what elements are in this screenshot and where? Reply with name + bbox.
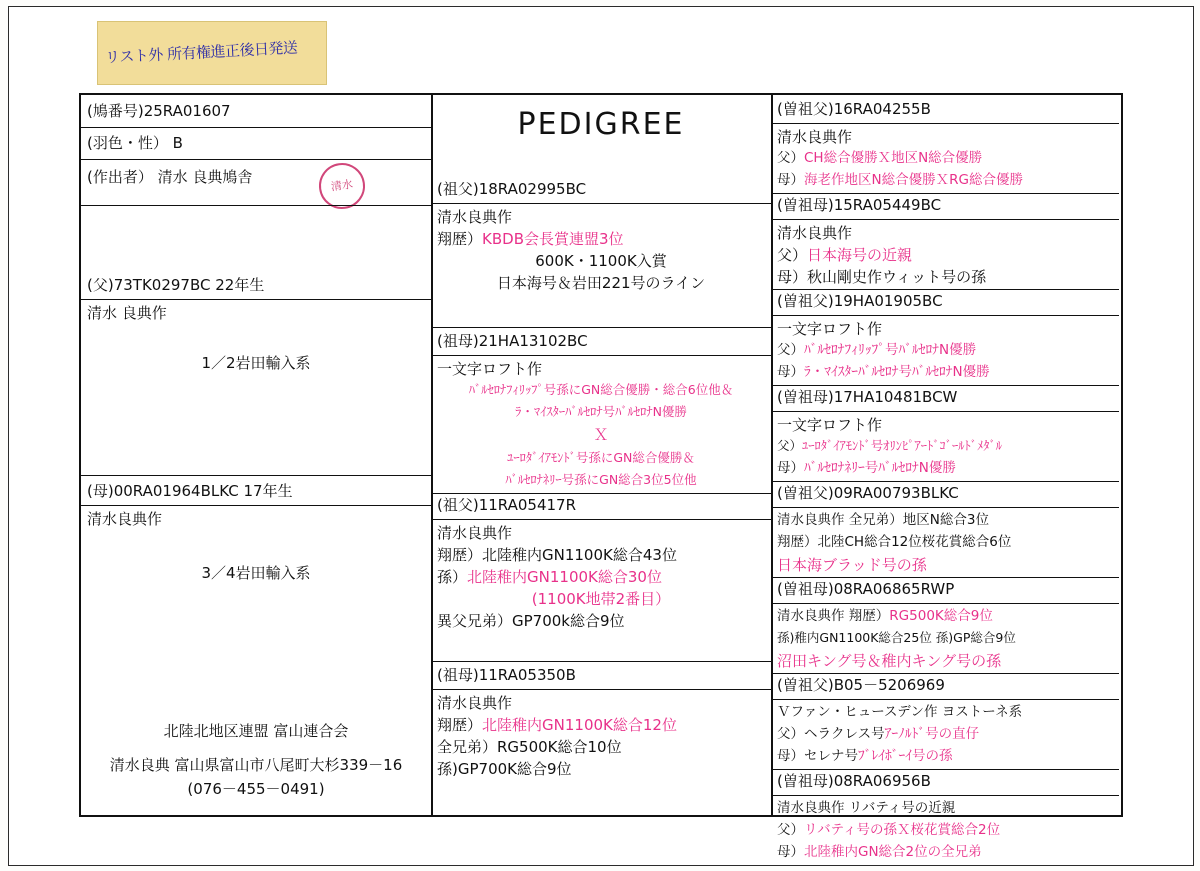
ggp8-dam [771, 843, 1119, 861]
ggp7-dam [771, 747, 1119, 765]
msire-grandchild-label: 孫） [437, 568, 468, 586]
ggp2-sire-label: 父） [777, 246, 808, 264]
gdam-breeder: 一文字ロフト作 [437, 360, 543, 378]
ggp7-sire [771, 725, 1119, 743]
gsire-record2: 600K・1100K入賞 [535, 252, 667, 270]
ggp4-sire-label: 父） [777, 438, 803, 453]
ggp4-sire [771, 437, 1119, 454]
ggp8-sire-label: 父） [777, 822, 804, 838]
ggp6-breeder [771, 607, 1119, 625]
grandparents-column [431, 95, 773, 815]
msire-halfsib: 異父兄弟）GP700k総合9位 [437, 612, 625, 630]
ggp8-sire-value: リバティ号の孫Ｘ桜花賞総合2位 [804, 822, 1001, 838]
gdam-note1: ﾊﾞﾙｾﾛﾅﾌｨﾘｯﾌﾟ号孫にGN総合優勝・総合6位他＆ [468, 382, 734, 397]
great-grandparents-column [771, 95, 1119, 860]
pedigree-sheet [8, 6, 1194, 866]
msire-grandchild-note: (1100K地帯2番目） [531, 590, 671, 608]
ggp2-dam: 母）秋山剛史作ウィット号の孫 [777, 268, 987, 286]
ggp1-breeder: 清水良典作 [777, 128, 853, 146]
ggp3-sire [771, 341, 1119, 359]
ggp1-sire [771, 149, 1119, 167]
msire-id: (祖父)11RA05417R [437, 496, 577, 514]
mdam-record-value: 北陸稚内GN1100K総合12位 [482, 716, 677, 734]
subject-column [81, 95, 433, 815]
gsire-record-label: 翔歴） [437, 230, 483, 248]
ggp2-sire [771, 245, 1119, 265]
ggp6-grandchildren: 孫)稚内GN1100K総合25位 孫)GP総合9位 [777, 630, 1016, 645]
ggp3-sire-value: ﾊﾞﾙｾﾛﾅﾌｨﾘｯﾌﾟ号ﾊﾞﾙｾﾛﾅN優勝 [804, 342, 977, 358]
footer-org: 北陸北地区連盟 富山連合会 [163, 722, 349, 740]
ggp3-sire-label: 父） [777, 342, 804, 358]
gsire-record-value: KBDB会長賞連盟3位 [482, 230, 624, 248]
ggp5-note: 日本海ブラッド号の孫 [777, 556, 927, 574]
msire-record: 翔歴）北陸稚内GN1100K総合43位 [437, 546, 677, 564]
gdam-note2: ﾗ・ﾏｲｽﾀｰﾊﾞﾙｾﾛﾅ号ﾊﾞﾙｾﾛﾅN優勝 [515, 404, 687, 419]
ggp8-sire [771, 821, 1119, 839]
color-sex: (羽色・性） B [87, 134, 183, 152]
ggp2-sire-value: 日本海号の近親 [807, 246, 913, 264]
sire-id: (父)73TK0297BC 22年生 [87, 276, 265, 294]
sire-strain: 1／2岩田輸入系 [201, 354, 311, 372]
pedigree-table [79, 93, 1123, 860]
ggp7-breeder: Ｖファン・ヒュースデン作 ヨストーネ系 [777, 704, 1023, 720]
sticky-note-text: リスト外 所有権進正後日発送 [104, 38, 298, 67]
ggp1-sire-value: CH総合優勝Ｘ地区N総合優勝 [804, 150, 983, 166]
gdam-id: (祖母)21HA13102BC [437, 332, 588, 350]
page-title: PEDIGREE [517, 107, 685, 142]
mdam-record [431, 715, 771, 735]
dam-id: (母)00RA01964BLKC 17年生 [87, 482, 293, 500]
ggp6-record-value: RG500K総合9位 [889, 608, 993, 624]
msire-grandchild-value: 北陸稚内GN1100K総合30位 [467, 568, 662, 586]
ggp1-dam [771, 171, 1119, 189]
dam-strain: 3／4岩田輸入系 [201, 564, 311, 582]
ggp5-breeder: 清水良典作 全兄弟）地区N総合3位 [777, 512, 989, 528]
ggp8-breeder: 清水良典作 リバティ号の近親 [777, 800, 956, 816]
gsire-id: (祖父)18RA02995BC [437, 180, 587, 198]
ggp7-sire-label: 父）ヘラクレス号 [777, 726, 885, 742]
ggp6-id: (曽祖母)08RA06865RWP [777, 580, 955, 598]
ggp7-dam-label: 母）セレナ号 [777, 748, 858, 764]
mdam-record-label: 翔歴） [437, 716, 483, 734]
ggp5-id: (曽祖父)09RA00793BLKC [777, 484, 959, 502]
ggp4-dam-label: 母） [777, 460, 804, 476]
ring-number: (鳩番号)25RA01607 [87, 102, 231, 120]
ggp2-breeder: 清水良典作 [777, 224, 853, 242]
ggp8-dam-label: 母） [777, 844, 804, 860]
breeder: (作出者） 清水 良典鳩舎 [87, 168, 253, 186]
mdam-breeder: 清水良典作 [437, 694, 513, 712]
gdam-note4: ﾊﾞﾙｾﾛﾅﾈﾘｰ号孫にGN総合3位5位他 [505, 472, 697, 487]
gsire-record [431, 229, 771, 249]
ggp3-id: (曽祖父)19HA01905BC [777, 292, 943, 310]
gdam-cross: Ｘ [593, 426, 609, 444]
mdam-fullsib: 全兄弟）RG500K総合10位 [437, 738, 622, 756]
ggp7-id: (曽祖父)B05－5206969 [777, 676, 945, 694]
gdam-note3: ﾕｰﾛﾀﾞｲｱﾓﾝﾄﾞ号孫にGN総合優勝＆ [507, 450, 695, 465]
ggp6-note: 沼田キング号＆稚内キング号の孫 [777, 652, 1002, 670]
ggp7-sire-value: ｱｰﾉﾙﾄﾞ号の直仔 [884, 726, 980, 742]
footer-address: 清水良典 富山県富山市八尾町大杉339－16 [109, 756, 403, 774]
ggp3-dam-label: 母） [777, 364, 804, 380]
ggp1-sire-label: 父） [777, 150, 804, 166]
ggp1-dam-label: 母） [777, 172, 804, 188]
seal-stamp: 清水 [316, 160, 368, 212]
ggp8-dam-value: 北陸稚内GN総合2位の全兄弟 [804, 844, 982, 860]
ggp4-dam-value: ﾊﾞﾙｾﾛﾅﾈﾘｰ号ﾊﾞﾙｾﾛﾅN優勝 [804, 460, 956, 476]
msire-grandchild [431, 567, 771, 587]
gsire-line: 日本海号＆岩田221号のライン [496, 274, 706, 292]
ggp2-id: (曽祖母)15RA05449BC [777, 196, 942, 214]
mdam-grandchild: 孫)GP700K総合9位 [437, 760, 572, 778]
mdam-id: (祖母)11RA05350B [437, 666, 576, 684]
sire-breeder: 清水 良典作 [87, 304, 167, 322]
ggp4-id: (曽祖母)17HA10481BCW [777, 388, 958, 406]
ggp3-dam [771, 363, 1119, 381]
ggp4-sire-value: ﾕｰﾛﾀﾞｲｱﾓﾝﾄﾞ号ｵﾘﾝﾋﾟｱｰﾄﾞｺﾞｰﾙﾄﾞﾒﾀﾞﾙ [802, 438, 1003, 453]
msire-breeder: 清水良典作 [437, 524, 513, 542]
ggp1-dam-value: 海老作地区N総合優勝ＸRG総合優勝 [804, 172, 1023, 188]
ggp3-dam-value: ﾗ・ﾏｲｽﾀｰﾊﾞﾙｾﾛﾅ号ﾊﾞﾙｾﾛﾅN優勝 [804, 364, 990, 380]
ggp8-id: (曽祖母)08RA06956B [777, 772, 931, 790]
footer-phone: (076－455－0491) [187, 780, 325, 798]
ggp3-breeder: 一文字ロフト作 [777, 320, 883, 338]
ggp5-record: 翔歴）北陸CH総合12位桜花賞総合6位 [777, 534, 1012, 550]
gsire-breeder: 清水良典作 [437, 208, 513, 226]
ggp1-id: (曽祖父)16RA04255B [777, 100, 931, 118]
dam-breeder: 清水良典作 [87, 510, 163, 528]
ggp4-breeder: 一文字ロフト作 [777, 416, 883, 434]
ggp6-breeder-label: 清水良典作 翔歴） [777, 608, 890, 624]
ggp4-dam [771, 459, 1119, 477]
ggp7-dam-value: ﾌﾞﾚｲﾎﾞｰｲ号の孫 [858, 748, 953, 764]
